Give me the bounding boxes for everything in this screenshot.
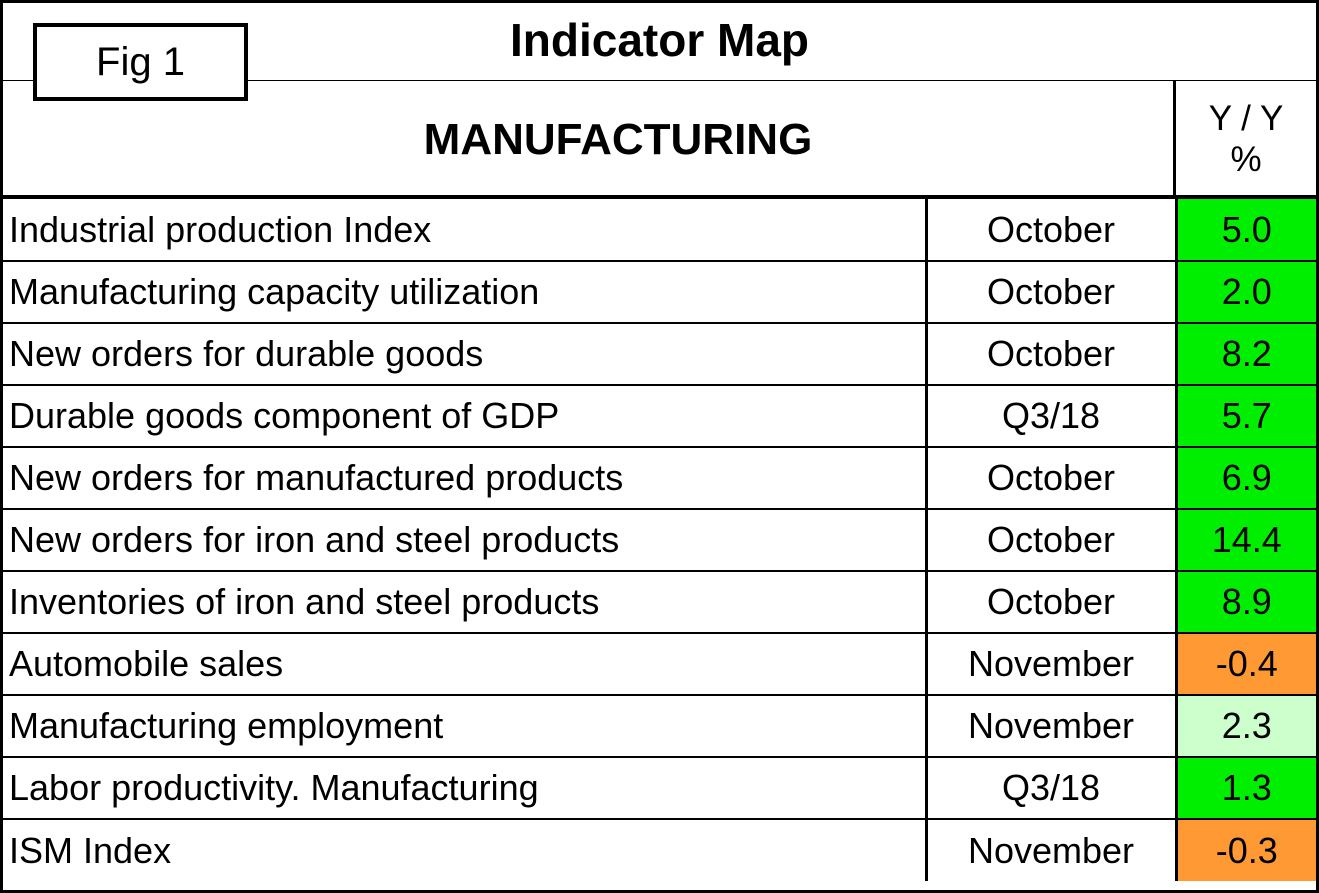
indicator-name-cell: Labor productivity. Manufacturing: [3, 757, 926, 819]
table-row: [3, 819, 1316, 881]
indicator-name-cell: Automobile sales: [3, 633, 926, 695]
value-column-header: [1173, 81, 1316, 198]
indicator-period-cell: October: [926, 509, 1176, 571]
figure-label-box: [33, 23, 248, 101]
indicator-table: [3, 199, 1316, 881]
indicator-value-cell: 5.7: [1176, 385, 1316, 447]
indicator-name-cell: Durable goods component of GDP: [3, 385, 926, 447]
indicator-period-cell: October: [926, 323, 1176, 385]
section-title: MANUFACTURING: [423, 114, 813, 164]
table-row: [3, 261, 1316, 323]
indicator-value-cell: 6.9: [1176, 447, 1316, 509]
table-row: [3, 199, 1316, 261]
indicator-period-cell: October: [926, 261, 1176, 323]
indicator-value-cell: 5.0: [1176, 199, 1316, 261]
figure-label: Fig 1: [96, 39, 185, 84]
indicator-period-cell: November: [926, 695, 1176, 757]
table-row: [3, 695, 1316, 757]
indicator-name-cell: ISM Index: [9, 829, 172, 871]
table-row: [3, 509, 1316, 571]
indicator-value-cell: 2.3: [1176, 695, 1316, 757]
indicator-name-cell: New orders for manufactured products: [3, 447, 926, 509]
indicator-table-body: [3, 199, 1316, 881]
table-row: [3, 571, 1316, 633]
page-title: Indicator Map: [509, 14, 810, 66]
indicator-name-cell: Inventories of iron and steel products: [3, 571, 926, 633]
indicator-name-cell: Industrial production Index: [3, 199, 926, 261]
indicator-name-cell: New orders for durable goods: [3, 323, 926, 385]
title-row: [3, 3, 1316, 84]
indicator-period-cell: November: [926, 819, 1176, 881]
indicator-name-cell: Manufacturing capacity utilization: [3, 261, 926, 323]
table-row: [3, 633, 1316, 695]
table-row: [3, 447, 1316, 509]
indicator-name-cell: Manufacturing employment: [3, 695, 926, 757]
value-column-header-line2: %: [1230, 139, 1262, 179]
indicator-period-cell: November: [926, 633, 1176, 695]
table-row: [3, 323, 1316, 385]
indicator-period-cell: October: [926, 447, 1176, 509]
value-column-header-line1: Y / Y: [1208, 99, 1284, 139]
indicator-period-cell: Q3/18: [926, 385, 1176, 447]
indicator-value-cell: 14.4: [1176, 509, 1316, 571]
indicator-period-cell: Q3/18: [926, 757, 1176, 819]
indicator-value-cell: 8.2: [1176, 323, 1316, 385]
indicator-value-cell: 1.3: [1176, 757, 1316, 819]
indicator-value-cell: 2.0: [1176, 261, 1316, 323]
table-row: [3, 385, 1316, 447]
indicator-value-cell: 8.9: [1176, 571, 1316, 633]
indicator-value-cell: -0.3: [1176, 819, 1316, 881]
table-row: [3, 757, 1316, 819]
indicator-value-cell: -0.4: [1176, 633, 1316, 695]
indicator-period-cell: October: [926, 571, 1176, 633]
table-header: [3, 3, 1316, 199]
indicator-name-cell: New orders for iron and steel products: [3, 509, 926, 571]
indicator-period-cell: October: [926, 199, 1176, 261]
